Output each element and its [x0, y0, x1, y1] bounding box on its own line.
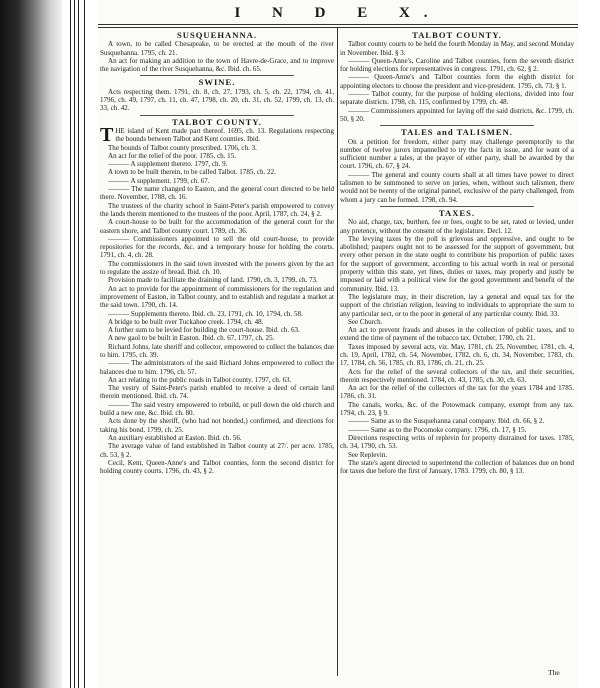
index-entry: ——— Same as to the Pocomoke company. 1796, ch. 17, § 15.: [348, 425, 527, 434]
running-head: I N D E X.: [234, 5, 442, 21]
heading-rule: [140, 115, 294, 116]
index-entry: A court-house to be built for the accommodation of the general court for the eastern shore, and Talbot county court. 1789, ch. 36.: [100, 218, 334, 235]
catchword: The: [548, 668, 560, 677]
heading-rule: [380, 206, 534, 207]
binding-edge-line: [70, 0, 71, 688]
index-entry: The legislature may, in their discretion, lay a general and equal tax for the support of the christian religion, leaving to individuals to appropriate the sum to any particular sect, or to the poor in general of any particular county. Ibid. 33.: [340, 292, 574, 318]
drop-cap: T: [100, 123, 114, 146]
index-entry: ——— A supplement thereto. 1797, ch. 9.: [108, 160, 228, 169]
index-entry: An act to prevent frauds and abuses in the collection of public taxes, and to extend the time of payment of the tobacco tax. October, 1780, ch. 21.: [340, 326, 574, 343]
index-entry: A new gaol to be built in Easton. Ibid. ch. 67, 1797, ch. 25.: [108, 334, 275, 343]
index-entry: The vestry of Saint-Peter's parish enabled to receive a deed of certain land therein mentioned. Ibid. ch. 74.: [100, 384, 334, 401]
index-entry: The trustees of the charity school in Saint-Peter's parish empowered to convey the lands therein mentioned to the trustees of the poor. April, 1787, ch. 24, § 2.: [100, 201, 334, 218]
index-entry: ——— The name changed to Easton, and the general court directed to be held there. November, 1788, ch. 16.: [100, 185, 334, 202]
index-entry: See Church.: [348, 317, 383, 326]
index-entry: Acts respecting them. 1791, ch. 8, ch. 27, 1793, ch. 5, ch. 22, 1794, ch. 41, 1796, ch. 49, 1797, ch. 11, ch. 47, 1798, ch. 20, ch. 31, ch. 52, 1799, ch. 13, ch. 33, ch. 42.: [100, 87, 334, 113]
index-entry: A further sum to be levied for building the court-house. Ibid. ch. 63.: [108, 326, 300, 335]
index-entry: ——— The said vestry empowered to rebuild, or pull down the old church and build a new one, &c. Ibid. ch. 80.: [100, 400, 334, 418]
index-entry: A town to be built therein, to be called Talbot. 1785, ch. 22.: [108, 168, 276, 177]
index-entry: The levying taxes by the poll is grievous and oppressive, and ought to be abolished; paupers ought not to be assessed for the support of government, but every other person in the state ought to contribute his proportion of public taxes for the support of government, according to his actual worth in real or personal property within this state, yet fines, duties or taxes, may properly and justly be imposed or laid with a political view for the good government and benefit of the community. Ibid. 13.: [340, 234, 574, 293]
index-entry: See Replevin.: [348, 450, 388, 459]
heading-rule: [380, 125, 534, 126]
right-column: [340, 30, 574, 682]
index-entry: The average value of land established in Talbot county at 27/. per acre. 1785, ch. 53, § 2.: [100, 442, 334, 459]
index-entry: The bounds of Talbot county prescribed. 1706, ch. 3.: [108, 143, 257, 152]
top-rule-double: [98, 27, 578, 28]
index-entry: ——— Supplements thereto. Ibid. ch. 23, 1791, ch. 10, 1794, ch. 58.: [108, 309, 303, 318]
index-entry: ——— Talbot county, for the purpose of holding elections, divided into four separate districts. 1798, ch. 115, confirmed by 1799, ch. 48.: [340, 90, 574, 107]
index-entry: ——— A supplement. 1799, ch. 67.: [108, 176, 210, 185]
index-entry: ——— Queen-Anne's and Talbot counties form the eighth district for appointing electors to choose the president and vice-president. 1795, ch. 73, § 1.: [340, 73, 574, 90]
index-entry: Cecil, Kent, Queen-Anne's and Talbot counties, form the second district for holding county courts. 1796, ch. 43, § 2.: [100, 458, 334, 476]
index-entry: Provision made to facilitate the draining of land. 1790, ch. 3, 1799, ch. 73.: [108, 276, 318, 285]
book-binding-shadow: [0, 0, 62, 688]
section-heading: TALBOT COUNTY.: [412, 30, 502, 40]
index-entry: An act relating to the public roads in Talbot county. 1797, ch. 63.: [108, 375, 292, 384]
index-entry: Taxes imposed by several acts, viz. May, 1781, ch. 25, November, 1781, ch. 4, ch. 19, April, 1782, ch. 54, November, 1782, ch. 6, ch. 34, November, 1783, ch. 17, 1784, ch. 56, 1785, ch. 83, 1786, ch. 21, ch. 25.: [340, 342, 574, 368]
index-entry: ——— Same as to the Susquehanna canal company. Ibid. ch. 66, § 2.: [348, 417, 545, 426]
index-entry: Talbot county courts to be held the fourth Monday in May, and second Monday in November. Ibid. § 3.: [340, 40, 574, 57]
index-entry: ——— Commissioners appointed to sell the old court-house, to provide repositories for the records, &c. and a temporary house for holding the courts. 1791, ch. 4, ch. 28.: [100, 234, 334, 260]
section-heading: SUSQUEHANNA.: [176, 30, 258, 40]
binding-edge-line: [78, 0, 79, 688]
section-heading: TALES and TALISMEN.: [401, 127, 513, 138]
section-heading: SWINE.: [198, 77, 236, 88]
section-heading: TALBOT COUNTY.: [172, 116, 262, 127]
index-entry: ——— Commissioners appointed for laying off the said districts, &c. 1799, ch. 50, § 20.: [340, 106, 574, 123]
index-entry: Acts done by the sheriff, (who had not bonded,) confirmed, and directions for taking his bond. 1799, ch. 25.: [100, 417, 334, 434]
index-entry: ——— The administrators of the said Richard Johns empowered to collect the balances due to him. 1796, ch. 57.: [100, 359, 334, 376]
top-rule: [98, 24, 578, 25]
index-entry: An act to provide for the appointment of commissioners for the regulation and improvement of Easton, in Talbot county, and to establish and regulate a market at the said town. 1790, ch. 14.: [100, 284, 334, 310]
index-entry: Richard Johns, late sheriff and collector, empowered to collect the balances due to him. 1795, ch. 39.: [100, 342, 334, 359]
index-entry: Acts for the relief of the several collectors of the tax, and their securities, therein respectively mentioned. 1784, ch. 43, 1785, ch. 30, ch. 63.: [340, 367, 574, 384]
index-entry: On a petition for freedom, either party may challenge peremptorily to the number of twelve jurors impannelled to try the facts in issue, and for want of a sufficient number a tales, at the prayer of either party, shall be awarded by the court. 1796, ch. 67, § 24.: [340, 137, 574, 171]
binding-edge-line: [74, 0, 75, 688]
index-entry: [100, 123, 334, 146]
column-divider: [337, 28, 338, 676]
index-entry: The commissioners in the said town invested with the powers given by the act to regulate the assize of bread. Ibid. ch. 10.: [100, 259, 334, 277]
index-entry: An act for the relief of the collectors of the tax for the years 1784 and 1785. 1786, ch. 31.: [340, 384, 574, 401]
index-entry: An act for the relief of the poor. 1785, ch. 15.: [108, 151, 236, 160]
index-entry: Directions respecting writs of replevin for property distrained for taxes. 1785, ch. 34, 1790, ch. 53.: [340, 433, 574, 451]
binding-edge-line: [84, 0, 85, 688]
index-entry: A town, to be called Chesapeake, to be erected at the mouth of the river Susquehanna. 1795, ch. 21.: [100, 40, 334, 57]
index-entry: ——— The general and county courts shall at all times have power to direct talismen to be summoned to serve on juries, when, without such talismen, there would not be twenty of the original pannel, exclusive of the party challenged, from whom a jury can be formed. 1798, ch. 94.: [340, 170, 574, 204]
heading-rule: [140, 75, 294, 76]
left-column: [100, 30, 334, 682]
index-entry: The canals, works, &c. of the Potowmack company, exempt from any tax. 1794, ch. 23, § 9.: [340, 400, 574, 418]
index-entry: An act for making an addition to the town of Havre-de-Grace, and to improve the navigation of the river Susquehanna, &c. Ibid. ch. 65.: [100, 56, 334, 74]
index-entry: A bridge to be built over Tuckahoe creek. 1794, ch. 48.: [108, 317, 264, 326]
entry-text: HE island of Kent made part thereof. 1695, ch. 13. Regulations respecting the bounds between Talbot and Kent counties. Ibid.: [115, 126, 334, 144]
index-entry: An auxiliary established at Easton. Ibid. ch. 56.: [108, 433, 242, 442]
index-entry: No aid, charge, tax, burthen, fee or fees, ought to be set, rated or levied, under any pretence, without the consent of the legislature. Decl. 12.: [340, 218, 574, 235]
index-entry: ——— Queen-Anne's, Caroline and Talbot counties, form the seventh district for holding elections for representatives in congress. 1791, ch. 62, § 2.: [340, 56, 574, 74]
section-heading: TAXES.: [438, 207, 476, 218]
index-entry: The state's agent directed to superintend the collection of balances due on bond for taxes due before the first of January, 1783. 1799, ch. 80, § 13.: [340, 458, 574, 476]
